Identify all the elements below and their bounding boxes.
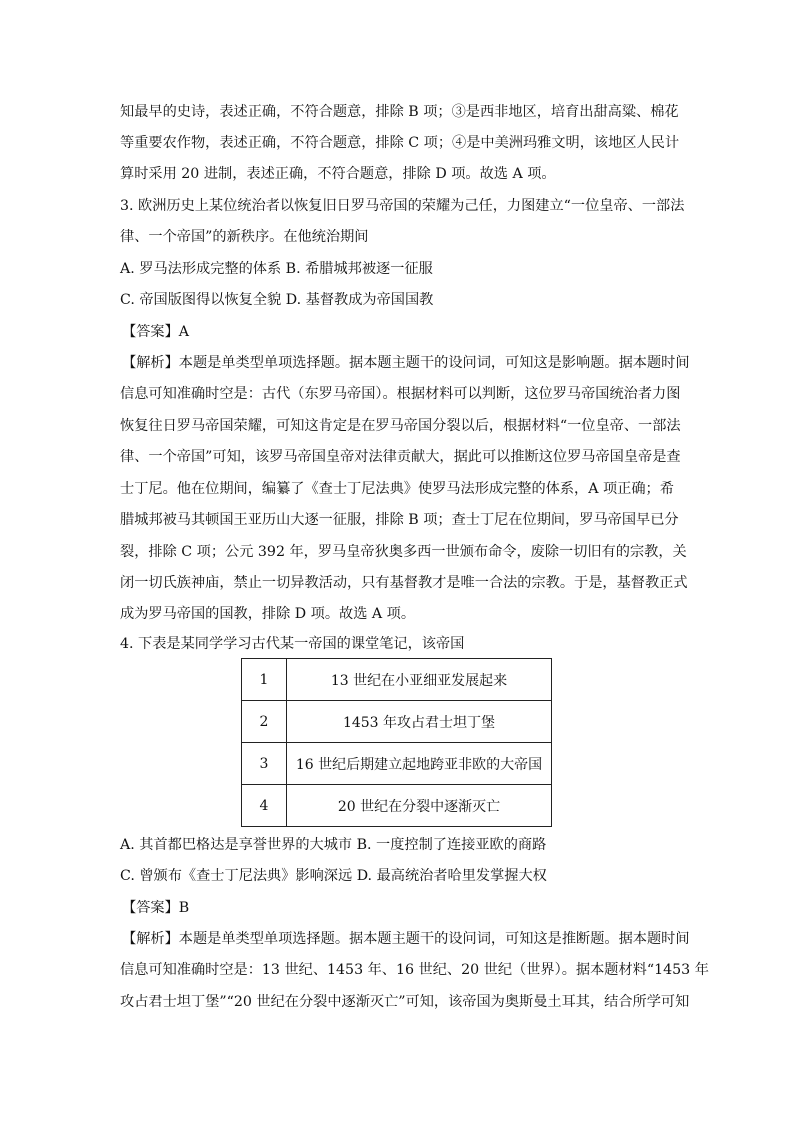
option-line: C. 曾颁布《查士丁尼法典》影响深远 D. 最高统治者哈里发掌握大权 [120, 868, 547, 884]
option-line: C. 帝国版图得以恢复全貌 D. 基督教成为帝国国教 [120, 292, 434, 308]
table-row [242, 785, 552, 827]
option-line: A. 罗马法形成完整的体系 B. 希腊城邦被逐一征服 [120, 261, 433, 277]
table-row [242, 659, 552, 701]
text-line: 闭一切氏族神庙，禁止一切异教活动，只有基督教才是唯一合法的宗教。于是，基督教正式 [120, 575, 688, 591]
row-text: 1453 年攻占君士坦丁堡 [287, 701, 552, 743]
text-line: 等重要农作物，表述正确，不符合题意，排除 C 项；④是中美洲玛雅文明，该地区人民计 [120, 135, 680, 151]
answer-label: 【答案】A [122, 324, 189, 340]
table-row [242, 743, 552, 785]
analysis-line: 【解析】本题是单类型单项选择题。据本题主题干的设问词，可知这是影响题。据本题时间 [122, 355, 690, 371]
table-row [242, 701, 552, 743]
option-line: A. 其首都巴格达是享誉世界的大城市 B. 一度控制了连接亚欧的商路 [120, 837, 547, 853]
row-number: 2 [242, 701, 287, 743]
text-line: 攻占君士坦丁堡”“20 世纪在分裂中逐渐灭亡”可知，该帝国为奥斯曼土耳其，结合所学可知 [120, 994, 690, 1010]
text-line: 成为罗马帝国的国教，排除 D 项。故选 A 项。 [120, 606, 416, 622]
text-line: 腊城邦被马其顿国王亚历山大逐一征服，排除 B 项；查士丁尼在位期间，罗马帝国早已分 [120, 512, 679, 528]
row-number: 1 [242, 659, 287, 701]
text-line: 算时采用 20 进制，表述正确，不符合题意，排除 D 项。故选 A 项。 [120, 166, 556, 182]
notes-table [241, 658, 552, 827]
row-text: 16 世纪后期建立起地跨亚非欧的大帝国 [287, 743, 552, 785]
question-3-stem: 3. 欧洲历史上某位统治者以恢复旧日罗马帝国的荣耀为己任，力图建立“一位皇帝、一部法 [120, 198, 685, 214]
text-line: 律、一个帝国”可知，该罗马帝国皇帝对法律贡献大，据此可以推断这位罗马帝国皇帝是查 [120, 449, 681, 465]
analysis-line: 【解析】本题是单类型单项选择题。据本题主题干的设问词，可知这是推断题。据本题时间 [122, 931, 690, 947]
question-4-stem: 4. 下表是某同学学习古代某一帝国的课堂笔记，该帝国 [120, 636, 465, 652]
text-line: 信息可知准确时空是：古代（东罗马帝国）。根据材料可以判断，这位罗马帝国统治者力图 [120, 386, 681, 402]
row-text: 20 世纪在分裂中逐渐灭亡 [287, 785, 552, 827]
text-line: 士丁尼。他在位期间，编纂了《查士丁尼法典》使罗马法形成完整的体系，A 项正确；希 [120, 481, 674, 497]
text-line: 律、一个帝国”的新秩序。在他统治期间 [120, 229, 369, 245]
row-number: 3 [242, 743, 287, 785]
answer-label: 【答案】B [122, 900, 190, 916]
text-line: 信息可知准确时空是：13 世纪、1453 年、16 世纪、20 世纪（世界）。据本题材料“1453 年 [120, 962, 709, 978]
row-number: 4 [242, 785, 287, 827]
text-line: 恢复往日罗马帝国荣耀，可知这肯定是在罗马帝国分裂以后，根据材料“一位皇帝、一部法 [120, 418, 681, 434]
text-line: 裂，排除 C 项；公元 392 年，罗马皇帝狄奥多西一世颁布命令，废除一切旧有的宗教，关 [120, 544, 687, 560]
row-text: 13 世纪在小亚细亚发展起来 [287, 659, 552, 701]
text-line: 知最早的史诗，表述正确，不符合题意，排除 B 项；③是西非地区，培育出甜高粱、棉花 [120, 104, 679, 120]
